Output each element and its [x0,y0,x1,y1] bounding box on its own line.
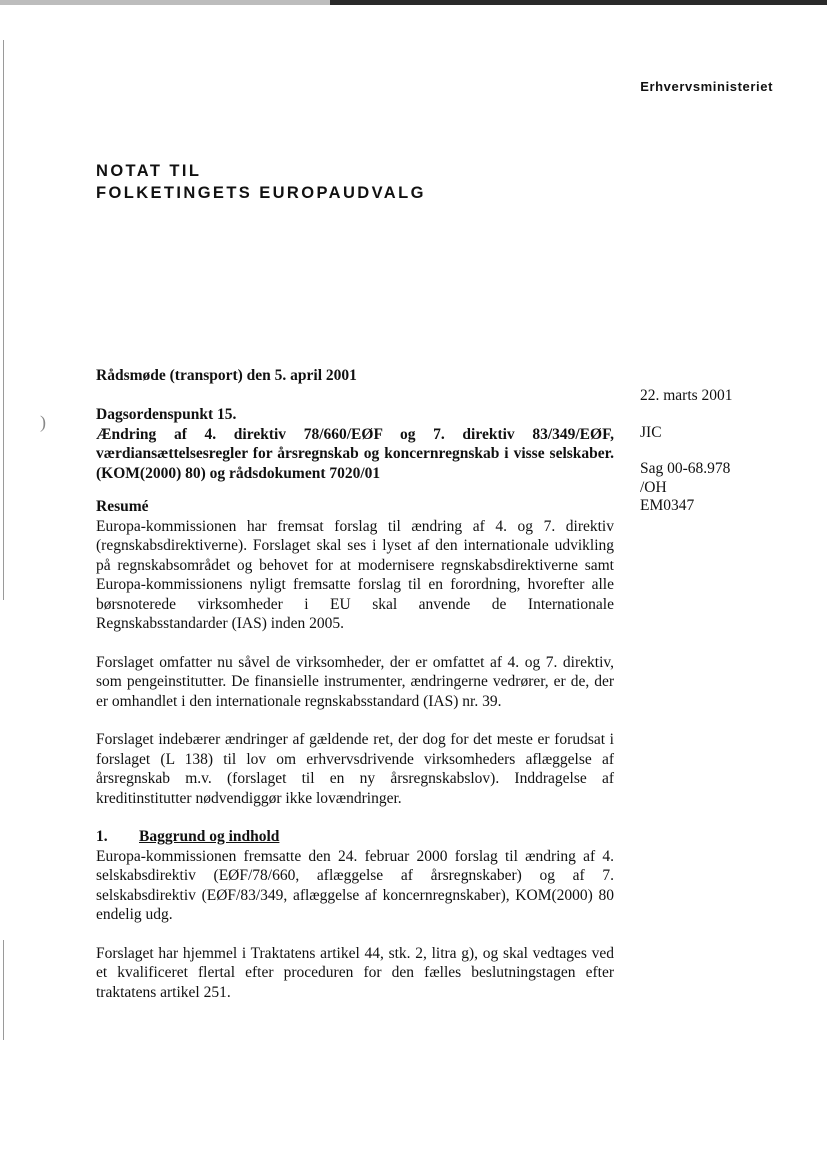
ministry-name: Erhvervsministeriet [640,79,773,94]
summary-heading: Resumé [96,498,149,515]
section-paragraph: Europa-kommissionen fremsatte den 24. februar 2000 forslag til ændring af 4. selskabsdirektiv (EØF/78/660, aflæggelse af årsregnskaber) og af 7. selskabsdirektiv (EØF/83/349, aflæggelse af koncernregnskaber), KOM(2000) 80 endelig udg. [96,847,614,923]
author-initials: JIC [640,423,662,441]
section-heading [96,827,614,847]
reference-code: EM0347 [640,497,695,514]
meeting-heading: Rådsmøde (transport) den 5. april 2001 [96,367,357,384]
summary-paragraph: Forslaget omfatter nu såvel de virksomheder, der er omfattet af 4. og 7. direktiv, som pengeinstitutter. De finansielle instrumenter, ændringerne vedrører, er de, der er omhandlet i den internationale regnskabsstandard (IAS) nr. 39. [96,653,614,710]
top-rule-faded [0,0,330,5]
document-date: 22. marts 2001 [640,387,733,404]
sidebar-metadata [640,387,733,516]
document-title [96,160,426,204]
main-body [96,405,614,1021]
section-paragraph: Forslaget har hjemmel i Traktatens artikel 44, stk. 2, litra g), og skal vedtages ved et kvalificeret flertal efter proceduren for den fælles beslutningstagen efter traktatens artikel 251. [96,944,614,1001]
scan-edge-lower [3,940,4,1040]
section-title: Baggrund og indhold [139,828,280,845]
document-title-line-2: FOLKETINGETS EUROPAUDVALG [96,184,426,202]
summary-paragraph: Forslaget indebærer ændringer af gældende ret, der dog for det meste er forudsat i forslaget (L 138) til lov om erhvervsdrivende virksomheders aflæggelse af årsregnskab m.v. (forslaget til en ny årsregnskabslov). Inddragelse af kreditinstitutter nødvendiggør ikke lovændringer. [96,731,614,807]
case-initials: /OH [640,478,667,496]
scan-mark: ) [40,412,46,432]
scan-edge-upper [3,40,4,600]
case-number: Sag 00-68.978 [640,460,731,477]
document-title-line-1: NOTAT TIL [96,162,202,180]
agenda-item-title: Ændring af 4. direktiv 78/660/EØF og 7. direktiv 83/349/EØF, værdiansættelsesregler for årsregnskab og koncernregnskab i visse selskaber. (KOM(2000) 80) og rådsdokument 7020/01 [96,425,614,482]
section-number: 1. [96,828,108,845]
summary-paragraph: Europa-kommissionen har fremsat forslag til ændring af 4. og 7. direktiv (regnskabsdirektiverne). Forslaget skal ses i lyset af den internationale udvikling på regnskabsområdet og behovet for at modernisere regnskabsdirektiverne samt Europa-kommissionens nyligt fremsatte forslag til en forordning, hvorefter alle børsnoterede virksomheder i EU skal anvende de Internationale Regnskabsstandarder (IAS) inden 2005. [96,517,614,632]
agenda-item-number: Dagsordenspunkt 15. [96,406,237,423]
